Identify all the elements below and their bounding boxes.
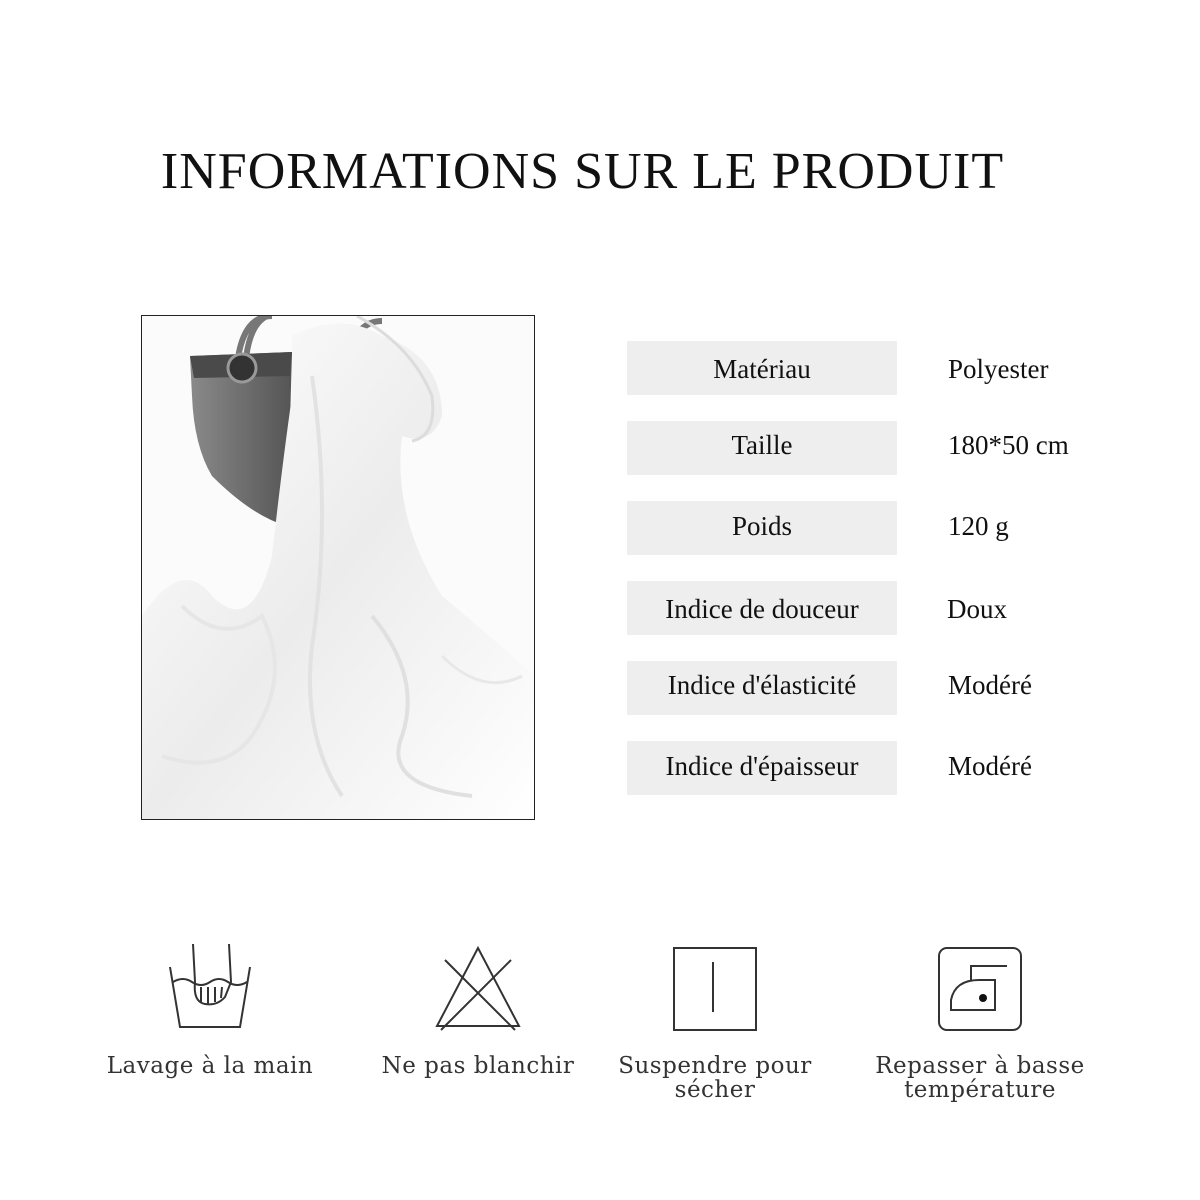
care-iron-low bbox=[865, 940, 1095, 1102]
spec-label: Indice d'élasticité bbox=[627, 661, 897, 715]
care-label: Repasser à basse bbox=[875, 1053, 1085, 1079]
spec-label: Matériau bbox=[627, 341, 897, 395]
spec-value: Polyester bbox=[948, 354, 1049, 384]
spec-value: Modéré bbox=[948, 670, 1032, 700]
spec-row-size bbox=[627, 421, 1187, 475]
care-no-bleach bbox=[363, 940, 593, 1078]
spec-label: Taille bbox=[627, 421, 897, 475]
spec-row-elasticity bbox=[627, 661, 1187, 715]
spec-row-thickness bbox=[627, 741, 1187, 795]
spec-value: 180*50 cm bbox=[948, 430, 1069, 460]
spec-value: Doux bbox=[947, 594, 1007, 624]
spec-row-softness bbox=[627, 581, 1187, 635]
care-hand-wash bbox=[95, 940, 325, 1078]
no-bleach-icon bbox=[433, 946, 523, 1032]
spec-value: 120 g bbox=[948, 511, 1009, 541]
spec-label: Indice de douceur bbox=[627, 581, 897, 635]
spec-label: Indice d'épaisseur bbox=[627, 741, 897, 795]
care-label: Ne pas blanchir bbox=[381, 1053, 575, 1079]
spec-label: Poids bbox=[627, 501, 897, 555]
care-label: Lavage à la main bbox=[106, 1053, 314, 1079]
spec-value: Modéré bbox=[948, 751, 1032, 781]
spec-row-material bbox=[627, 341, 1187, 395]
care-label-line2: sécher bbox=[674, 1077, 756, 1103]
product-photo bbox=[141, 315, 535, 820]
line-dry-icon bbox=[672, 946, 758, 1032]
hand-wash-icon bbox=[165, 942, 255, 1032]
care-label: Suspendre pour bbox=[618, 1053, 812, 1079]
care-line-dry bbox=[600, 940, 830, 1102]
page-title: INFORMATIONS SUR LE PRODUIT bbox=[160, 143, 1005, 200]
scarf-on-bag-image bbox=[142, 316, 534, 819]
iron-low-icon bbox=[937, 946, 1023, 1032]
spec-row-weight bbox=[627, 501, 1187, 555]
care-label-line2: température bbox=[904, 1077, 1056, 1103]
